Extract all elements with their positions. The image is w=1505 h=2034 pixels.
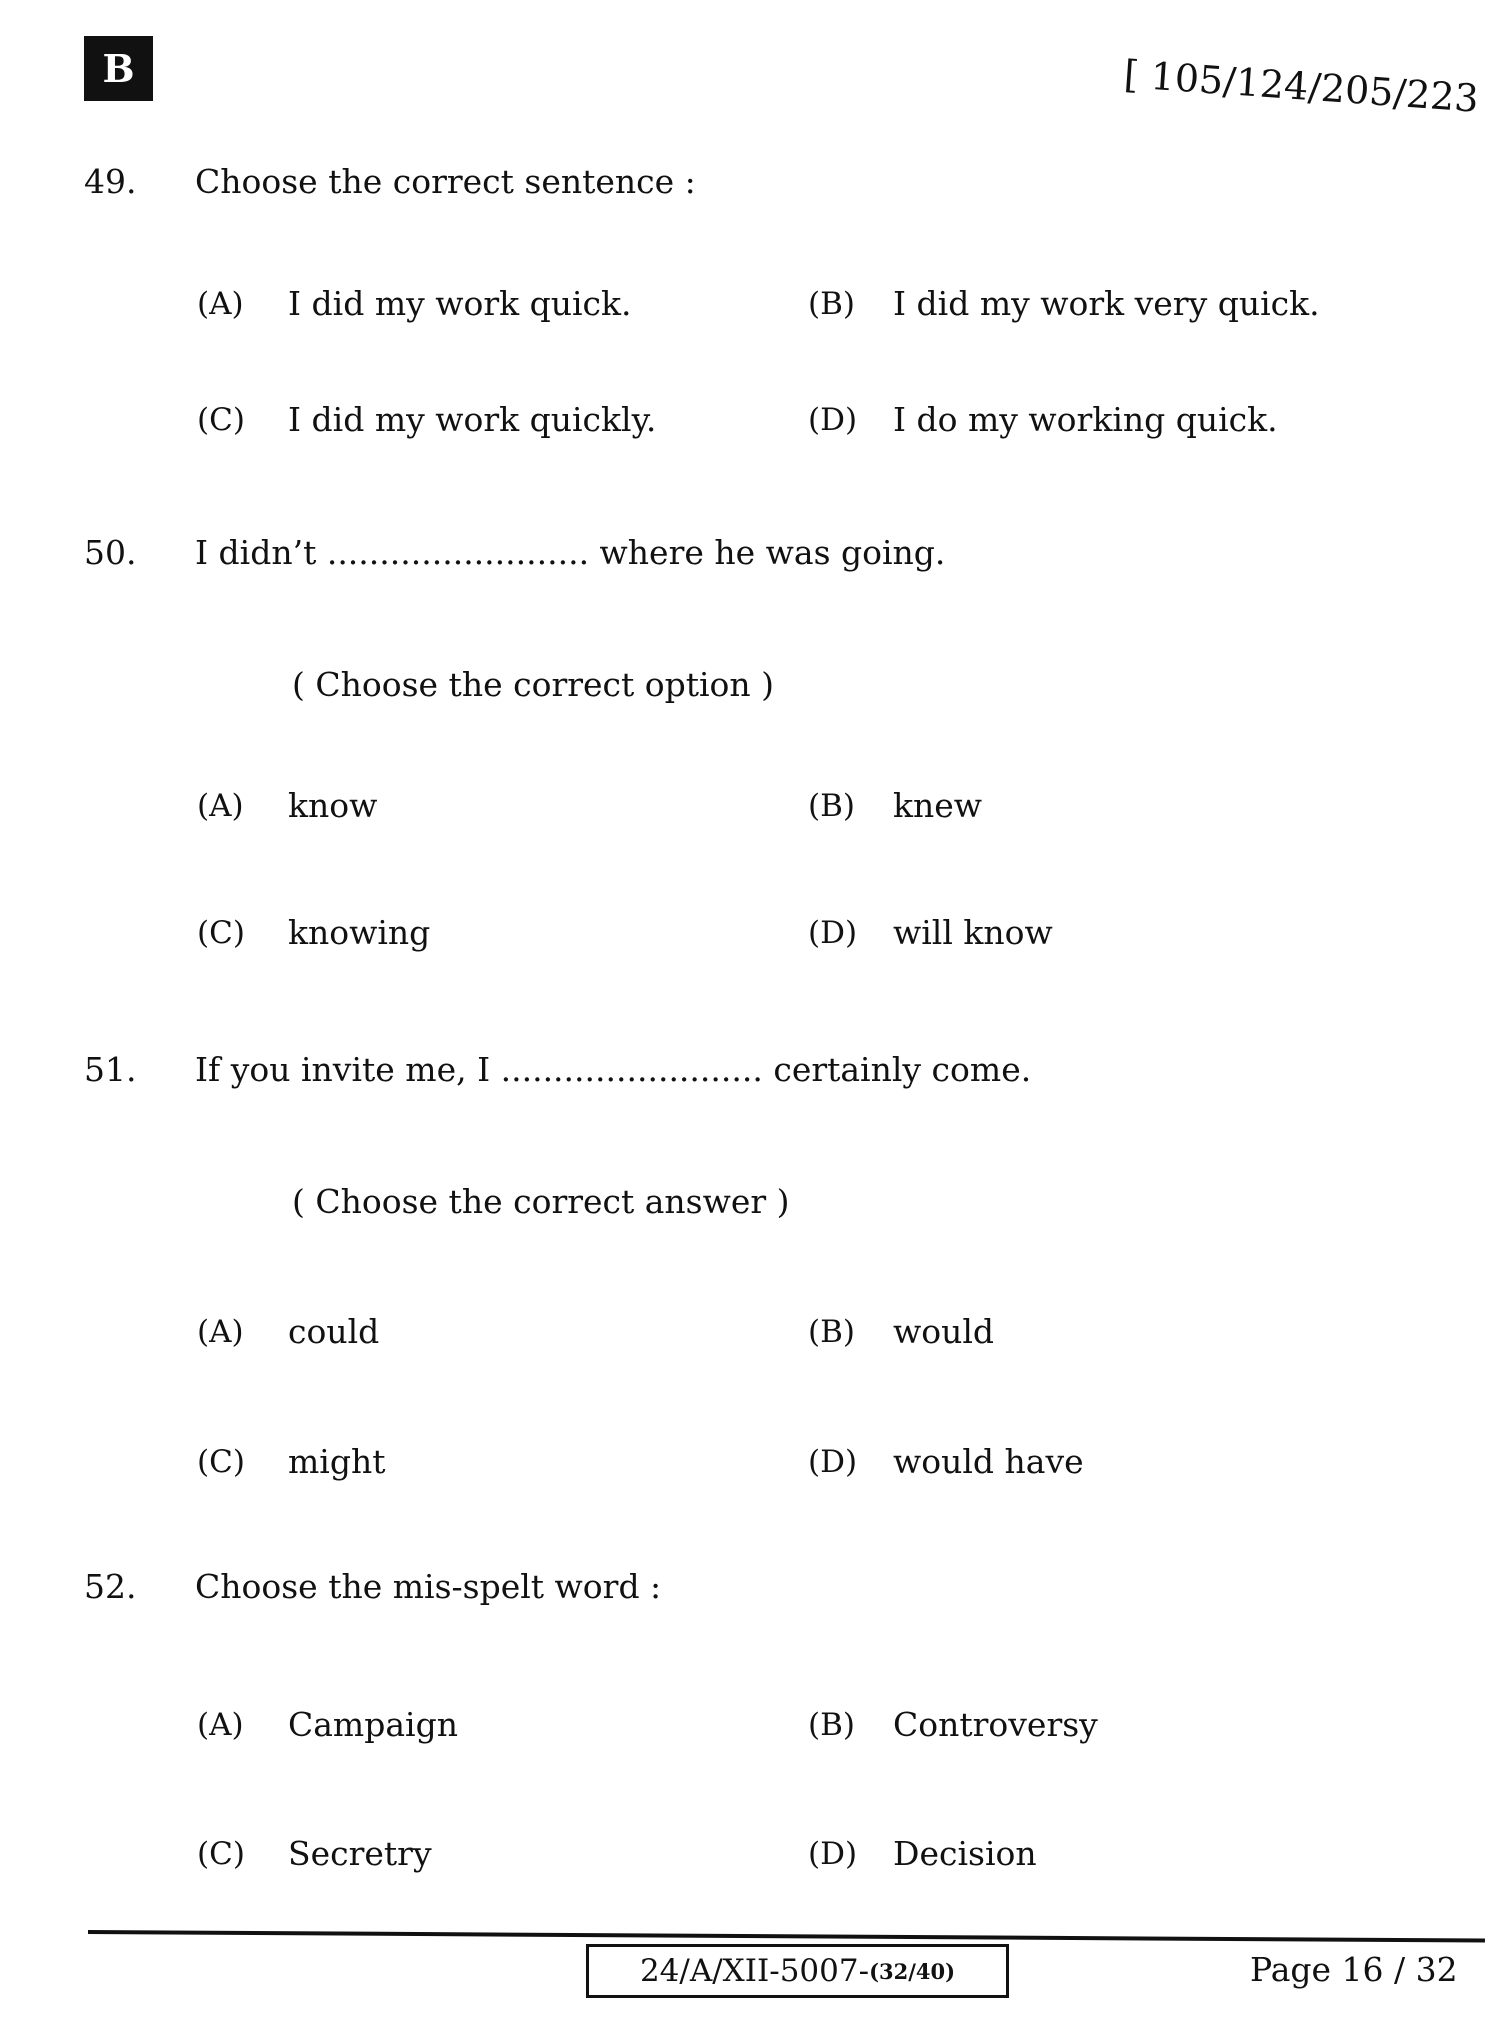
option-label: (C) [197,1444,245,1480]
option-text: might [288,1442,386,1481]
option-label: (B) [808,1707,855,1743]
option-label: (A) [197,788,244,824]
set-badge: B [84,36,153,101]
option-text: knowing [288,913,431,952]
option-label: (A) [197,286,244,322]
footer-code: 24/A/XII-5007- [639,1953,870,1989]
option-label: (C) [197,1836,245,1872]
option-label: (A) [197,1314,244,1350]
option-text: know [288,786,378,825]
question-instruction: ( Choose the correct answer ) [292,1182,790,1221]
footer-code-small: (32/40) [869,1958,956,1984]
question-text: If you invite me, I ......................... certainly come. [195,1050,1032,1089]
option-label: (B) [808,286,855,322]
option-text: I do my working quick. [893,400,1278,439]
paper-code: [ 105/124/205/223 [1122,52,1481,121]
option-label: (D) [808,1836,858,1872]
footer-code-box [586,1944,1009,1998]
option-text: could [288,1312,380,1351]
option-text: I did my work quick. [288,284,632,323]
option-label: (D) [808,915,858,951]
option-text: Campaign [288,1705,458,1744]
question-text: I didn’t ......................... where he was going. [195,533,946,572]
option-text: I did my work very quick. [893,284,1320,323]
page-number: Page 16 / 32 [1250,1950,1458,1989]
option-text: Decision [893,1834,1037,1873]
option-label: (A) [197,1707,244,1743]
option-text: I did my work quickly. [288,400,657,439]
option-text: Secretry [288,1834,432,1873]
option-label: (B) [808,1314,855,1350]
option-text: would have [893,1442,1084,1481]
question-number: 51. [84,1050,137,1089]
footer-divider [88,1930,1485,1943]
option-label: (D) [808,1444,858,1480]
question-instruction: ( Choose the correct option ) [292,665,775,704]
question-text: Choose the mis-spelt word : [195,1567,662,1606]
option-label: (C) [197,915,245,951]
question-number: 49. [84,162,137,201]
option-label: (C) [197,402,245,438]
option-text: knew [893,786,983,825]
question-text: Choose the correct sentence : [195,162,696,201]
option-label: (B) [808,788,855,824]
option-text: would [893,1312,995,1351]
option-label: (D) [808,402,858,438]
option-text: will know [893,913,1053,952]
option-text: Controversy [893,1705,1098,1744]
question-number: 50. [84,533,137,572]
question-number: 52. [84,1567,137,1606]
